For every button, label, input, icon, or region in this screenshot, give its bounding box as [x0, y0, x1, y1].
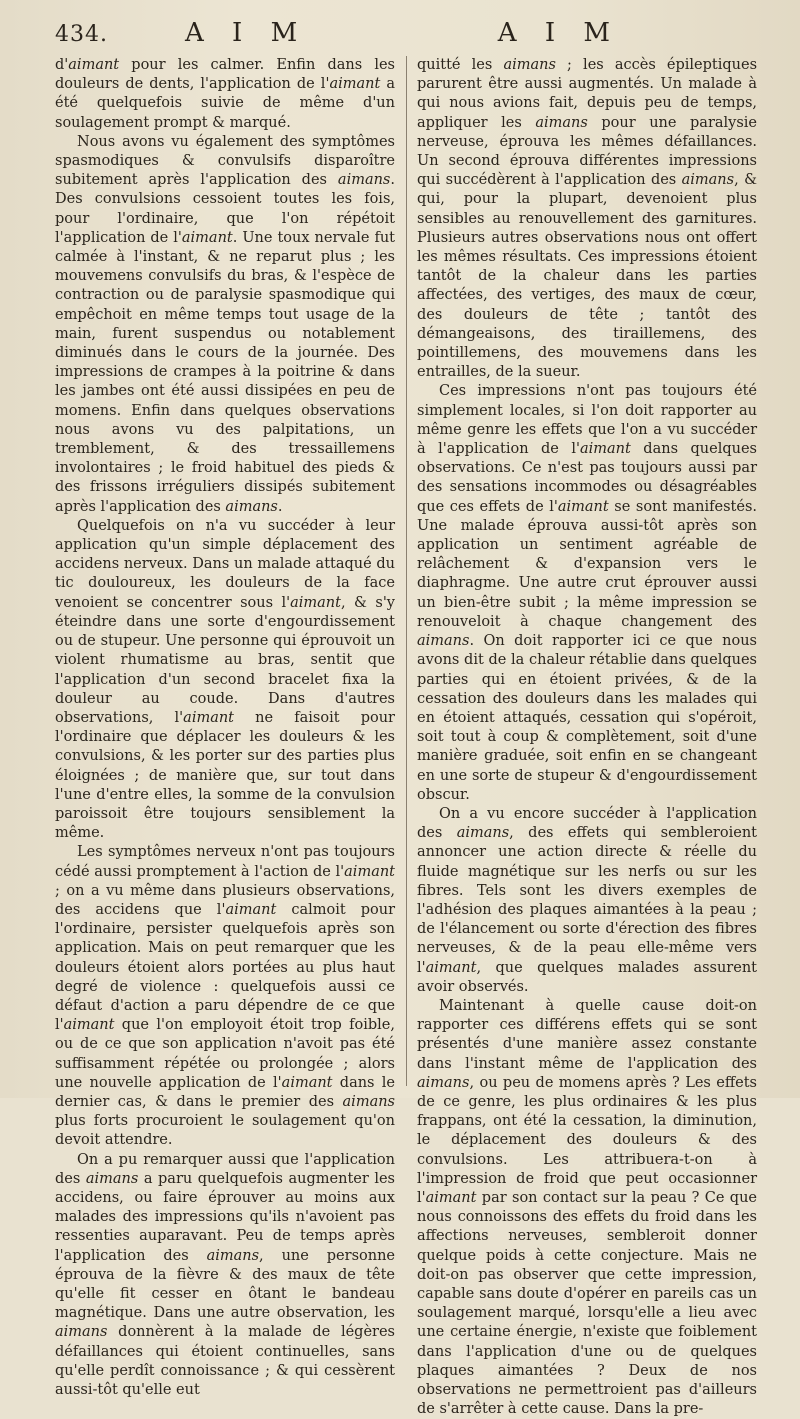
text-run: Maintenant à quelle cause doit-on rapporter ces différens effets qui se sont présentés d'une manière assez constante dans l'instant même de l'application des: [417, 997, 757, 1072]
text-run: Nous avons vu également des symptômes spasmodiques & convulsifs disparoître subitement après l'application des: [55, 133, 395, 189]
paragraph: [417, 382, 757, 804]
italic-term: aimans: [417, 633, 470, 650]
text-columns: [55, 56, 775, 1418]
text-run: , & s'y éteindre dans une sorte d'engourdissement ou de stupeur. Une personne qui éprouvoit un violent rhumatisme au bras, sentit que l'application d'un second bracelet fixa la douleur au coude. Dans d'autres observations, l': [55, 594, 395, 726]
italic-term: aimans: [681, 172, 735, 189]
italic-term: aimant: [68, 57, 120, 73]
text-run: , que quelques malades assurent avoir observés.: [417, 959, 757, 995]
italic-term: aimant: [329, 76, 381, 93]
text-run: a paru quelquefois augmenter les accidens, ou faire éprouver au moins aux malades des impressions qu'ils n'avoient pas ressenties auparavant. Peu de temps après l'application des: [55, 1170, 395, 1264]
italic-term: aimans: [417, 1074, 470, 1091]
italic-term: aimans: [206, 1247, 260, 1264]
text-run: ; on a vu même dans plusieurs observations, des accidens que l': [55, 882, 395, 918]
text-run: se sont manifestés. Une malade éprouva aussi-tôt après son application un sentiment agréable de relâchement & d'expansion vers le diaphragme. Une autre crut éprouver aussi un bien-être subit ; la même impression se renouveloit à chaque changement des: [417, 498, 757, 630]
text-run: ; les accès épileptiques parurent être aussi augmentés. Un malade à qui nous avions fait, depuis peu de temps, appliquer les: [417, 57, 758, 131]
left-column: [55, 56, 395, 1399]
text-run: On a pu remarquer aussi que l'application des: [55, 1151, 395, 1187]
right-column: [417, 56, 758, 1418]
column-divider: [406, 56, 407, 1086]
paragraph: [55, 133, 395, 517]
text-run: Ces impressions n'ont pas toujours été simplement locales, si l'on doit rapporter au même genre les effets que l'on a vu succéder à l'application de l': [417, 383, 757, 458]
paragraph: [417, 805, 757, 997]
italic-term: aimans: [337, 172, 391, 189]
italic-term: aimans: [456, 825, 510, 842]
text-run: . Des convulsions cessoient toutes les fois, pour l'ordinaire, que l'on répétoit l'application de l': [55, 172, 395, 246]
text-run: , des effets qui sembleroient annoncer une action directe & réelle du fluide magnétique sur les nerfs ou sur les fibres. Tels sont les divers exemples de l'adhésion des plaques aimantées à la peau ; de l'élancement ou sorte d'érection des fibres nerveuses, & de la peau elle-même vers l': [417, 825, 757, 976]
paragraph: [55, 517, 395, 843]
running-head-right: A I M: [497, 18, 620, 48]
italic-term: aimant: [579, 441, 631, 458]
italic-term: aimant: [181, 229, 233, 246]
italic-term: aimans: [342, 1093, 395, 1110]
text-run: d': [55, 57, 69, 73]
italic-term: aimans: [225, 498, 278, 515]
italic-term: aimant: [425, 959, 477, 976]
text-run: Quelquefois on n'a vu succéder à leur application qu'un simple déplacement des accidens nerveux. Dans un malade attaqué du tic douloureux, les douleurs de la face venoient se concentrer sous l': [55, 517, 395, 611]
italic-term: aimant: [290, 594, 341, 611]
italic-term: aimant: [183, 709, 235, 726]
text-run: ne faisoit pour l'ordinaire que déplacer les douleurs & les convulsions, & les porter sur des parties plus éloignées ; de manière que, sur tout dans l'une d'entre elles, la somme de la convulsion paroissoit être toujours sensiblement la même.: [55, 709, 395, 842]
text-run: , une personne éprouva de la fièvre & des maux de tête qu'elle fit cesser en ôtant le bandeau magnétique. Dans une autre observation, les: [55, 1247, 395, 1322]
paragraph: [417, 56, 757, 382]
text-run: On a vu encore succéder à l'application des: [417, 805, 757, 842]
text-run: dans le dernier cas, & dans le premier des: [55, 1074, 395, 1110]
paragraph: [55, 843, 395, 1150]
italic-term: aimant: [425, 1189, 477, 1206]
italic-term: aimans: [535, 114, 588, 131]
page-number: 434.: [55, 22, 108, 47]
italic-term: aimant: [344, 863, 395, 880]
paragraph: [55, 1151, 395, 1401]
italic-term: aimant: [281, 1074, 333, 1091]
text-run: donnèrent à la malade de légères défaillances qui étoient continuelles, sans qu'elle perdît connoissance ; & qui cessèrent aussi-tôt qu'elle eut: [55, 1324, 395, 1399]
paragraph: [417, 997, 757, 1419]
text-run: , ou peu de momens après ? Les effets de ce genre, les plus ordinaires & les plus frappans, ont été la cessation, la diminution, le déplacement des douleurs & des convulsions. Les attribuera-t-on à l'impression de froid que peut occasionner l': [417, 1074, 757, 1206]
text-run: .: [277, 498, 283, 515]
text-run: quitté les: [417, 57, 504, 73]
text-run: pour une paralysie nerveuse, éprouva les mêmes défaillances. Un second éprouva différentes impressions qui succédèrent à l'application des: [417, 114, 758, 189]
text-run: dans quelques observations. Ce n'est pas toujours aussi par des sensations incommodes ou désagréables que ces effets de l': [417, 441, 757, 515]
text-run: plus forts procuroient le soulagement qu'on devoit attendre.: [55, 1113, 395, 1149]
italic-term: aimans: [55, 1324, 108, 1341]
text-run: . On doit rapporter ici ce que nous avons dit de la chaleur rétablie dans quelques parties qui en étoient privées, & de la cessation des douleurs dans les malades qui en étoient attaqués, cessation qui s'opéroit, soit tout à coup & complètement, soit d'une manière graduée, soit enfin en se changeant en une sorte de stupeur & d'engourdissement obscur.: [417, 633, 757, 803]
text-run: . Une toux nervale fut calmée à l'instant, & ne reparut plus ; les mouvemens convulsifs du bras, & l'espèce de contraction ou de paralysie spasmodique qui empêchoit en même temps tout usage de la main, furent suspendus ou notablement diminués dans le cours de la journée. Des impressions de crampes à la poitrine & dans les jambes ont été aussi dissipées en peu de momens. Enfin dans quelques observations nous avons vu des palpitations, un tremblement, & des tressaillemens involontaires ; le froid habituel des pieds & des frissons irréguliers dissipés subitement après l'application des: [55, 229, 395, 515]
text-run: que l'on employoit étoit trop foible, ou de ce que son application n'avoit pas été suffisamment répétée ou prolongée ; alors une nouvelle application de l': [55, 1017, 395, 1091]
text-run: , & qui, pour la plupart, devenoient plus sensibles au renouvellement des garnitures. Plusieurs autres observations nous ont offert les mêmes résultats. Ces impressions étoient tantôt de la chaleur dans les parties affectées, des vertiges, des maux de cœur, des douleurs de tête ; tantôt des démangeaisons, des tiraillemens, des pointillemens, des mouvemens dans les entrailles, de la sueur.: [417, 172, 757, 381]
text-run: a été quelquefois suivie de même d'un soulagement prompt & marqué.: [55, 76, 395, 131]
italic-term: aimans: [503, 57, 556, 73]
page-header: [55, 18, 765, 54]
italic-term: aimant: [225, 901, 277, 918]
italic-term: aimans: [85, 1170, 139, 1187]
italic-term: aimant: [557, 498, 609, 515]
text-run: Les symptômes nerveux n'ont pas toujours cédé aussi promptement à l'action de l': [55, 844, 395, 880]
italic-term: aimant: [63, 1017, 115, 1034]
running-head-left: A I M: [185, 18, 308, 48]
text-run: calmoit pour l'ordinaire, persister quelquefois après son application. Mais on peut remarquer que les douleurs étoient alors portées au plus haut degré de violence : quelquefois aussi ce défaut d'action a paru dépendre de ce que l': [55, 901, 395, 1034]
paragraph: [55, 56, 395, 133]
text-run: par son contact sur la peau ? Ce que nous connoissons des effets du froid dans les affections nerveuses, sembleroit donner quelque poids à cette conjecture. Mais ne doit-on pas observer que cette impression, capable sans doute d'opérer en pareils cas un soulagement marqué, lorsqu'elle a lieu avec une certaine énergie, n'existe que foiblement dans l'application d'une ou de quelques plaques aimantées ? Deux de nos observations ne permettroient pas d'ailleurs de s'arrêter à cette cause. Dans la pre-: [417, 1189, 757, 1418]
text-run: pour les calmer. Enfin dans les douleurs de dents, l'application de l': [55, 57, 395, 93]
